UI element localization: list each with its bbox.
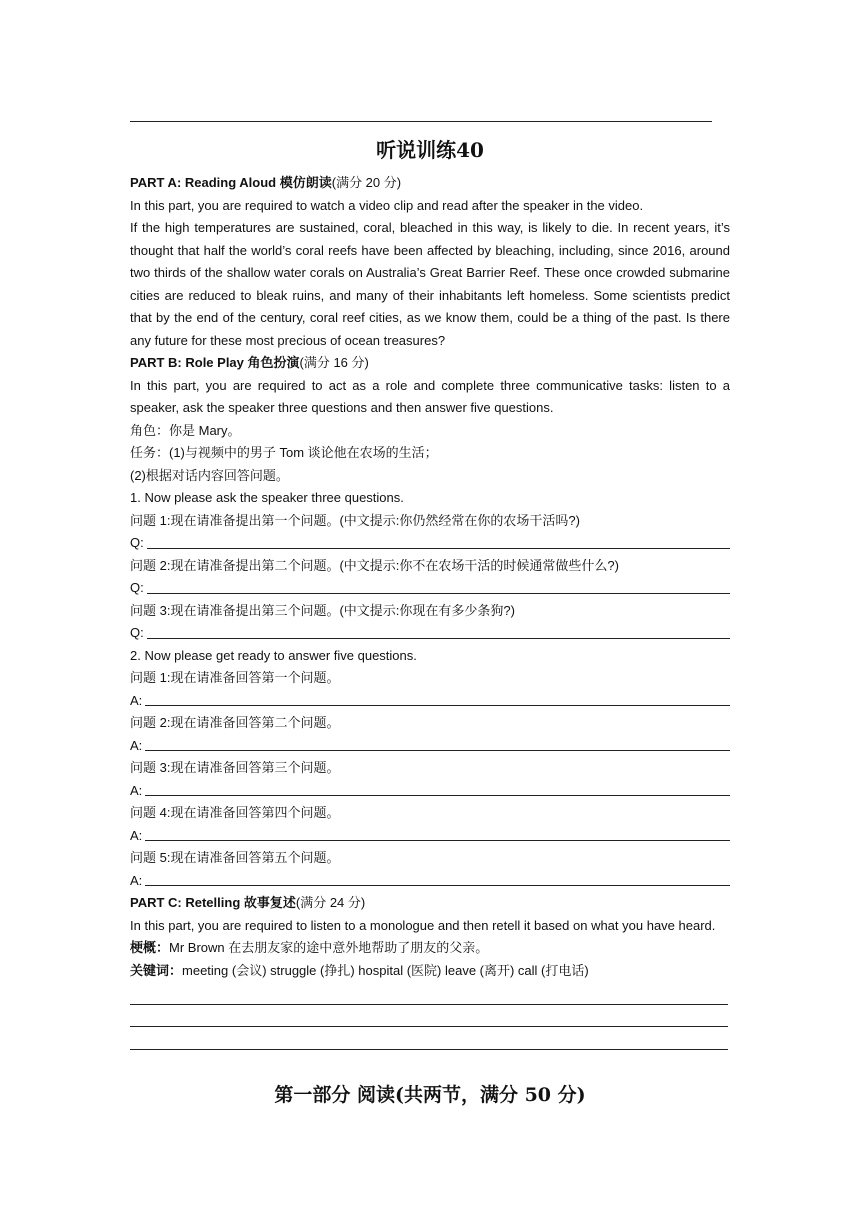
answer-prompt-2: 问题 2:现在请准备回答第二个问题。 [130, 715, 340, 730]
answer-field-5[interactable] [130, 870, 730, 893]
answer-label: A: [130, 692, 143, 708]
worksheet-body [130, 172, 730, 1050]
part-b-role: 角色：你是 Mary。 [130, 422, 241, 438]
part-c-heading: PART C: Retelling 故事复述 [130, 895, 296, 910]
part-c-keywords-line [130, 960, 730, 983]
part-a-heading-line [130, 172, 730, 195]
answer-prompt-4: 问题 4:现在请准备回答第四个问题。 [130, 805, 340, 820]
part-a-passage: If the high temperatures are sustained, coral, bleached in this way, is likely to die. In recent years, it’s thought that half the world’s coral reefs have been affected by bleaching, including, since 2016, around two thirds of the shallow water corals on Australia’s Great Barrier Reef. These once crowded submarine cities are reduced to bleak ruins, and many of their inhabitants left homeless. Some scientists predict that by the end of the century, coral reef cities, as we know them, could be a thing of the past. Is there any future for these most precious of ocean treasures? [130, 220, 730, 348]
ask-prompt-1: 问题 1:现在请准备提出第一个问题。(中文提示:你仍然经常在你的农场干活吗?) [130, 512, 580, 528]
page-title: 听说训练40 [376, 138, 484, 162]
answer-prompt-5: 问题 5:现在请准备回答第五个问题。 [130, 850, 340, 865]
summary-text: Mr Brown 在去朋友家的途中意外地帮助了朋友的父亲。 [169, 940, 489, 955]
answer-label: A: [130, 872, 143, 888]
part-b-task-1: 任务：(1)与视频中的男子 Tom 谈论他在农场的生活； [130, 445, 438, 460]
part-a-heading: PART A: Reading Aloud 模仿朗读 [130, 175, 332, 190]
answer-prompt-3: 问题 3:现在请准备回答第三个问题。 [130, 760, 340, 775]
answer-line[interactable] [145, 885, 730, 886]
answer-line[interactable] [145, 795, 730, 796]
answer-label: A: [130, 827, 143, 843]
part-c-heading-line [130, 892, 730, 915]
answer-prompt-1: 问题 1:现在请准备回答第一个问题。 [130, 670, 340, 685]
question-label: Q: [130, 580, 144, 595]
answer-field-4[interactable] [130, 825, 730, 848]
part-c-summary-line [130, 937, 730, 960]
part-b-heading: PART B: Role Play 角色扮演 [130, 355, 300, 370]
question-label: Q: [130, 535, 144, 550]
part-b-score: (满分 16 分) [299, 355, 369, 370]
answer-line[interactable] [145, 750, 730, 751]
top-rule [130, 121, 712, 122]
section-title: 第一部分 阅读(共两节，满分 50 分) [274, 1084, 586, 1106]
retelling-line-2[interactable] [130, 1005, 728, 1028]
ask-prompt-3: 问题 3:现在请准备提出第三个问题。(中文提示:你现在有多少条狗?) [130, 602, 515, 618]
part-b-instruction: In this part, you are required to act as a role and complete three communicative tasks: listen to a speaker, ask the speaker three questions and then answer five questions. [130, 377, 730, 415]
ask-heading: 1. Now please ask the speaker three questions. [130, 490, 404, 505]
ask-prompt-2: 问题 2:现在请准备提出第二个问题。(中文提示:你不在农场干活的时候通常做些什么?) [130, 557, 619, 573]
retelling-line-1[interactable] [130, 982, 728, 1005]
question-field-3[interactable] [130, 622, 730, 645]
keywords-text: meeting (会议) struggle (挣扎) hospital (医院) leave (离开) call (打电话) [182, 962, 589, 978]
question-field-1[interactable] [130, 532, 730, 555]
question-field-2[interactable] [130, 577, 730, 600]
part-c-score: (满分 24 分) [295, 895, 366, 910]
part-c-instruction: In this part, you are required to listen to a monologue and then retell it based on what you have heard. [130, 917, 716, 933]
answer-field-2[interactable] [130, 735, 730, 758]
part-a-instruction: In this part, you are required to watch a video clip and read after the speaker in the video. [130, 197, 644, 213]
answer-line[interactable] [147, 638, 730, 639]
answer-label: A: [130, 737, 143, 753]
keywords-label: 关键词： [130, 962, 183, 978]
part-a-score: (满分 20 分) [331, 175, 402, 190]
retelling-line-3[interactable] [130, 1027, 728, 1050]
part-b-heading-line [130, 352, 730, 375]
answer-line[interactable] [147, 593, 730, 594]
answer-line[interactable] [145, 840, 730, 841]
question-label: Q: [130, 625, 144, 640]
answer-field-3[interactable] [130, 780, 730, 803]
answer-line[interactable] [147, 548, 730, 549]
summary-label: 梗概： [130, 940, 170, 955]
answer-label: A: [130, 782, 143, 798]
part-b-task-2: (2)根据对话内容回答问题。 [130, 467, 289, 483]
answer-line[interactable] [145, 705, 730, 706]
answer-field-1[interactable] [130, 690, 730, 713]
answer-heading: 2. Now please get ready to answer five questions. [130, 647, 417, 663]
